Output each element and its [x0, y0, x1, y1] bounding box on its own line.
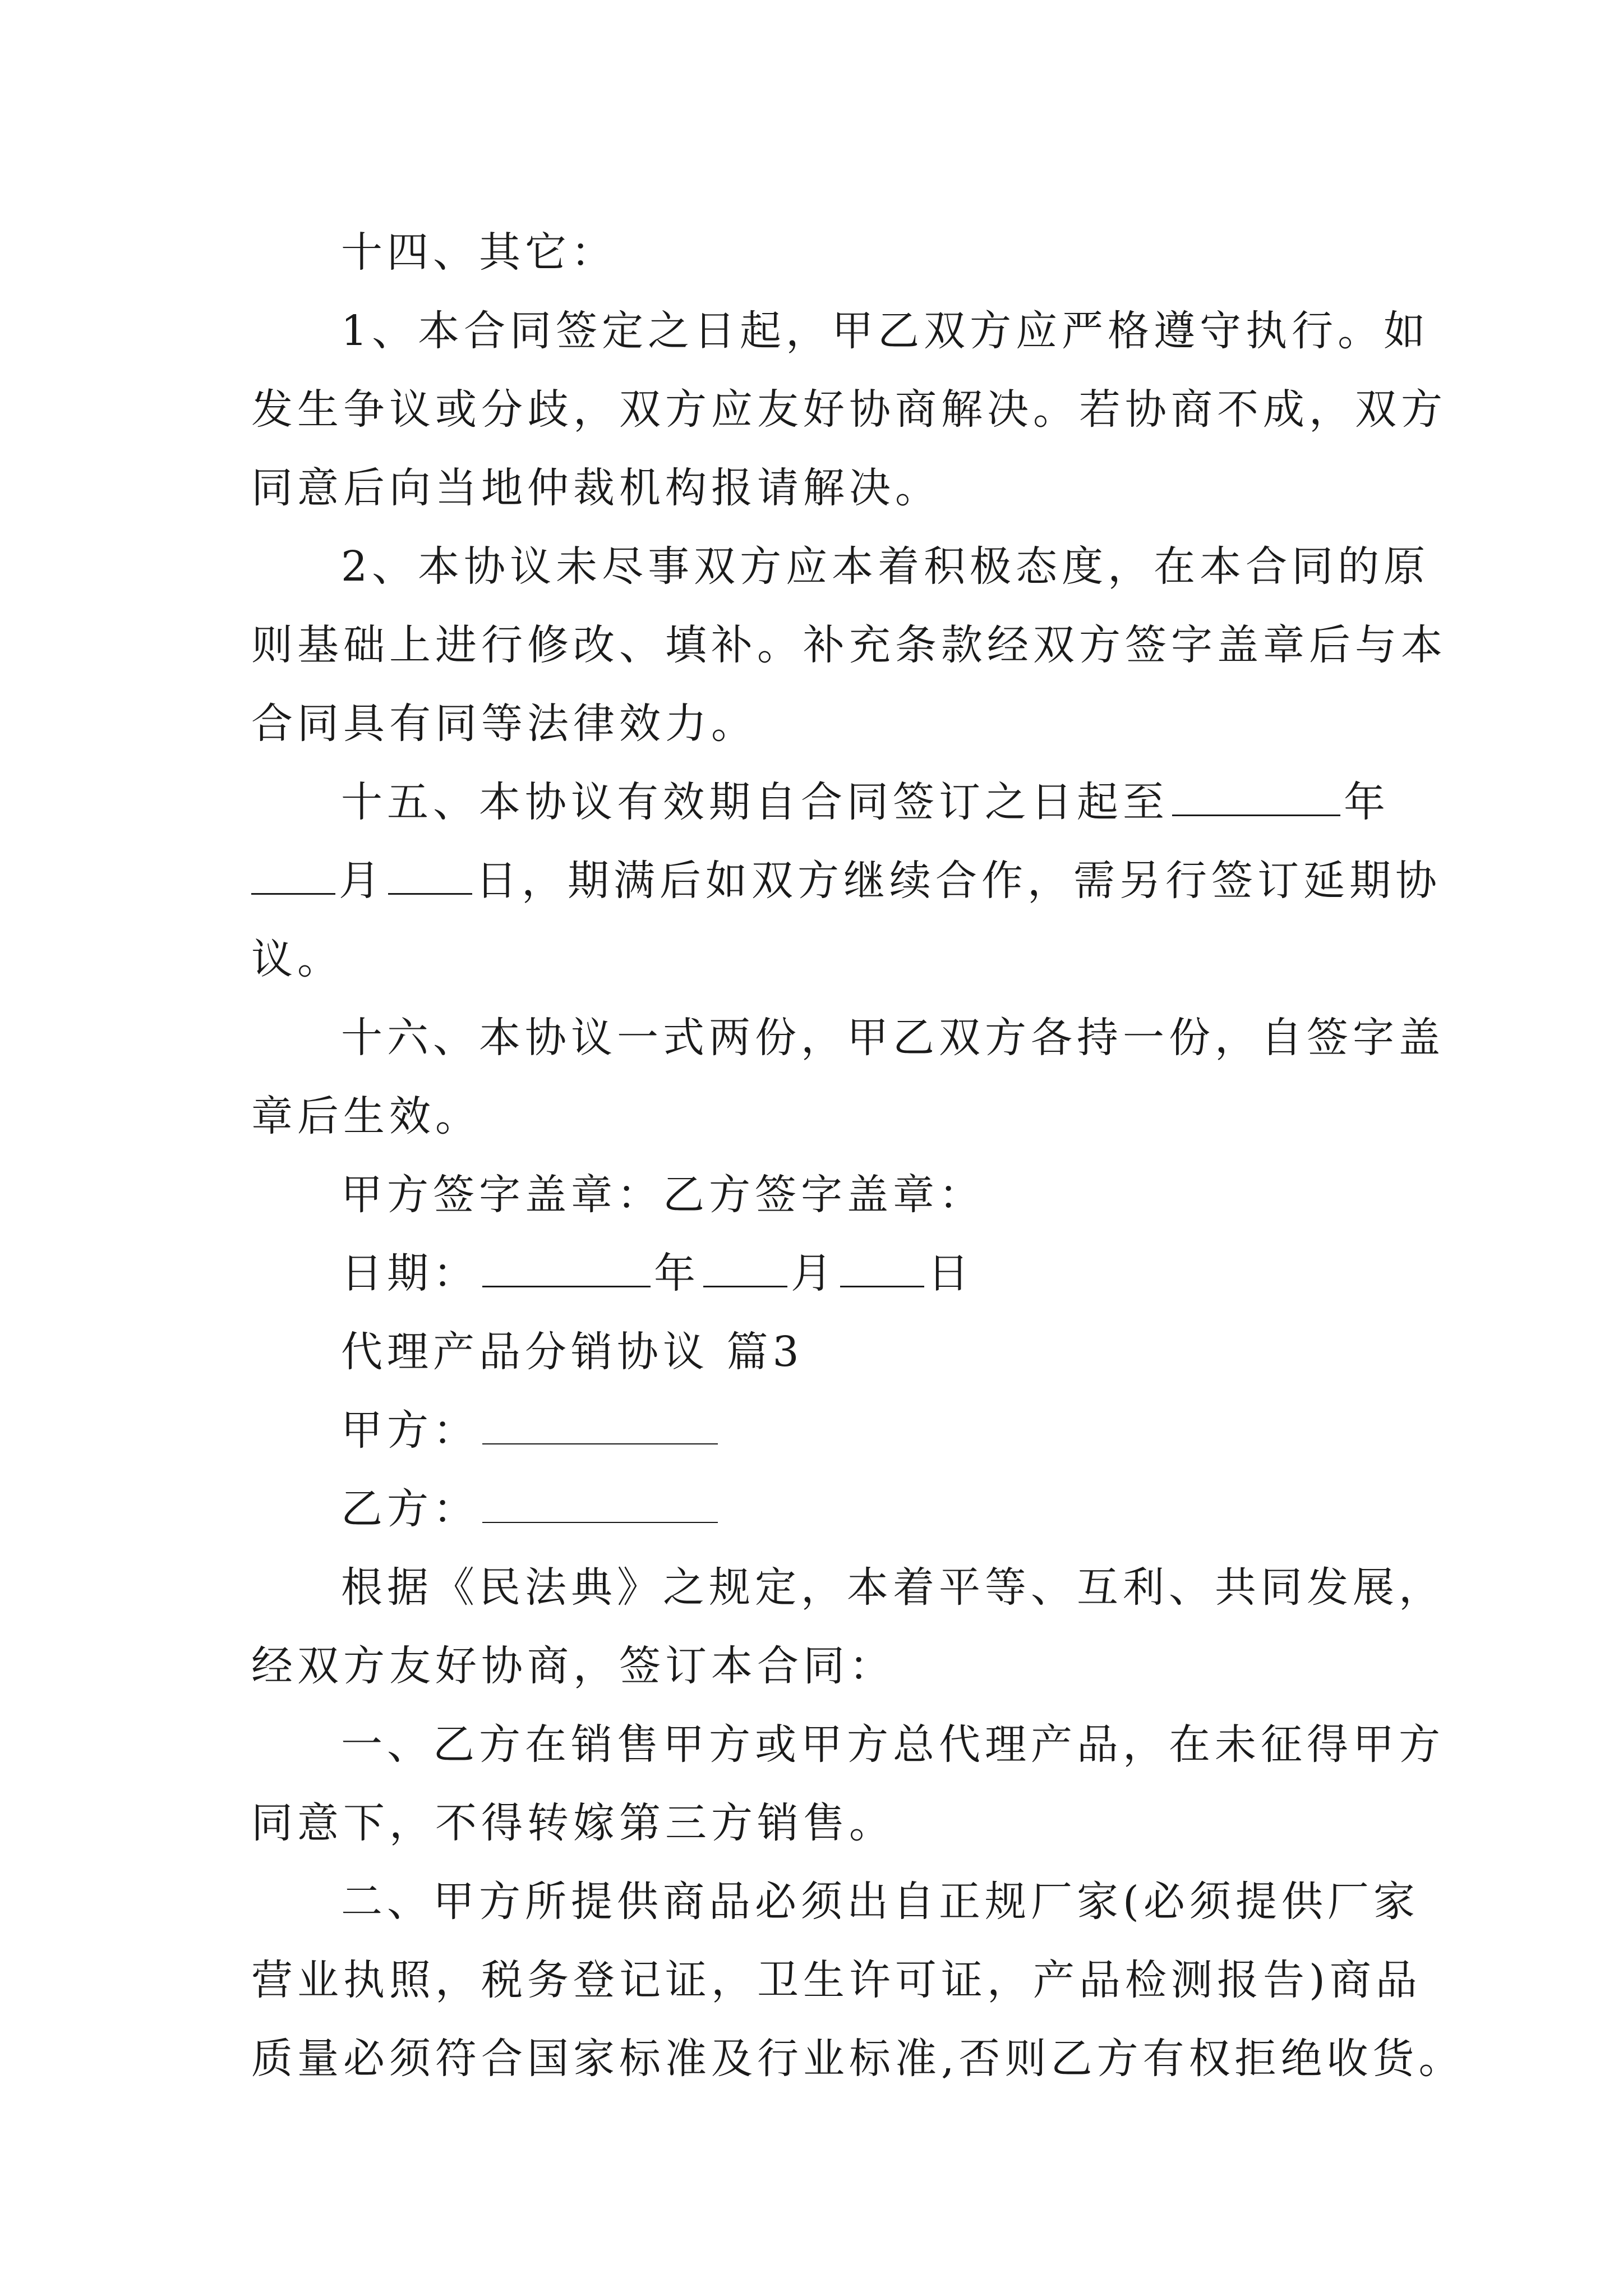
clause-2: 二、甲方所提供商品必须出自正规厂家(必须提供厂家 营业执照，税务登记证，卫生许可证，产品检测报告)商品 质量必须符合国家标准及行业标准,否则乙方有权拒绝收货。	[251, 1878, 1465, 2083]
party-a-blank	[482, 1402, 718, 1444]
expiry-year-blank	[1172, 773, 1340, 816]
expiry-month-blank	[251, 852, 335, 895]
preamble: 根据《民法典》之规定，本着平等、互利、共同发展， 经双方友好协商，签订本合同：	[251, 1563, 1445, 1690]
document-page	[251, 213, 1465, 2098]
expiry-day-blank	[388, 852, 472, 895]
clause-1: 一、乙方在销售甲方或甲方总代理产品，在未征得甲方 同意下，不得转嫁第三方销售。	[251, 1720, 1445, 1847]
agreement-title-part-3: 代理产品分销协议 篇3	[341, 1328, 804, 1376]
party-a-line: 甲方：	[251, 1391, 1390, 1470]
date-line: 日期： 年 月 日	[251, 1234, 1390, 1313]
party-b-blank	[482, 1480, 718, 1523]
date-day-blank	[840, 1244, 924, 1287]
party-b-line: 乙方：	[251, 1470, 1390, 1548]
section-16: 十六、本协议一式两份，甲乙双方各持一份，自签字盖 章后生效。	[251, 1014, 1445, 1140]
section-14-item-2: 2、本协议未尽事双方应本着积极态度，在本合同的原 则基础上进行修改、填补。补充条款经双方签字盖章后与本 合同具有同等法律效力。	[251, 542, 1447, 748]
section-15: 十五、本协议有效期自合同签订之日起至 年 月 日，期满后如双方继续合作，需另行签订延期协 议。	[251, 763, 1390, 999]
date-month-blank	[703, 1244, 787, 1287]
section-14-heading: 十四、其它：	[341, 228, 617, 277]
section-14-item-1: 1、本合同签定之日起，甲乙双方应严格遵守执行。如 发生争议或分歧，双方应友好协商解决。若协商不成，双方 同意后向当地仲裁机构报请解决。	[251, 307, 1447, 512]
date-year-blank	[482, 1244, 651, 1287]
signature-line: 甲方签字盖章：乙方签字盖章：	[341, 1171, 985, 1219]
